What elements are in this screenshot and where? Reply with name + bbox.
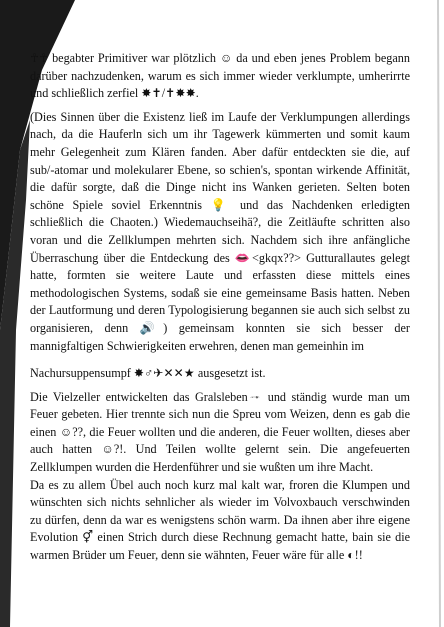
paragraph-2: (Dies Sinnen über die Existenz ließ im Laufe der Verklumpungen allerdings nach, da die Hauferln sich um ihr Tagewerk kümmerten und somit kaum mehr Gelegenheit zum Klären fanden. Aber dafür entdeckten sie die, auf sub/-atomar und molekularer Ebene, so schien's, spontan wirkende Affinität, die dafür sorgte, daß die Dinge nicht ins Wanken gerieten. Selten boten schöne Spiele soviel Erkenntnis 💡 und das Nachdenken erledigten schließlich die Chaoten.) Wiedemauchseihä?, die Zeitläufte schritten also voran und die Zellklumpen mehrten sich. Nachdem sich ihre anfängliche Überraschung über die Entdeckung des 👄<gkqx??> Gutturallautes gelegt hatte, formten sie weitere Laute und erfassten diese mittels eines methodologischen Systems, sodaß sie eine gemeinsame Basis hatten. Neben der Lautformung und deren Typologisierung begannen sie auch sich selbst zu organisieren, denn 🔊) gemeinsam konnten sie sich besser der mannigfaltigen Schwierigkeiten erwehren, denen man gemeinhin im xyxy=(30,109,410,353)
paragraph-4: Die Vielzeller entwickelten das Gralsleben🙬 und ständig wurde man um Feuer gebeten. Hier trennte sich nun die Spreu vom Weizen, denn es gab die einen ☺??, die Feuer wollten und die anderen, die Feuer wollten, dieses aber auch hatten ☺?!. Und Teilen wollte gelernt sein. Die angefeuerten Zellklumpen wurden die Herdenführer und sie wußten um ihre Macht. xyxy=(30,389,410,475)
document-body xyxy=(30,50,410,565)
paragraph-5: Da es zu allem Übel auch noch kurz mal kalt war, froren die Klumpen und wünschten sich nichts sehnlicher als wieder im Volvoxbauch verschwinden zu dürfen, denn da war es wenigstens schön warm. Da ihnen aber ihre eigene Evolution ⚥ einen Strich durch diese Rechnung gemacht hatte, bain sie die warmen Brüder um Feuer, denn sie wähnten, Feuer wäre für alle ◐!! xyxy=(30,477,410,563)
paragraph-3: Nachursuppensumpf ✸♂✈✕✕★ ausgesetzt ist. xyxy=(30,366,266,381)
paragraph-1: ☥☥ begabter Primitiver war plötzlich ☺ da und eben jenes Problem begann darüber nachzudenken, warum es sich immer wieder verklumpte, umherirrte und schließlich zerfiel ✸✝/✝✸✸. xyxy=(30,51,410,101)
